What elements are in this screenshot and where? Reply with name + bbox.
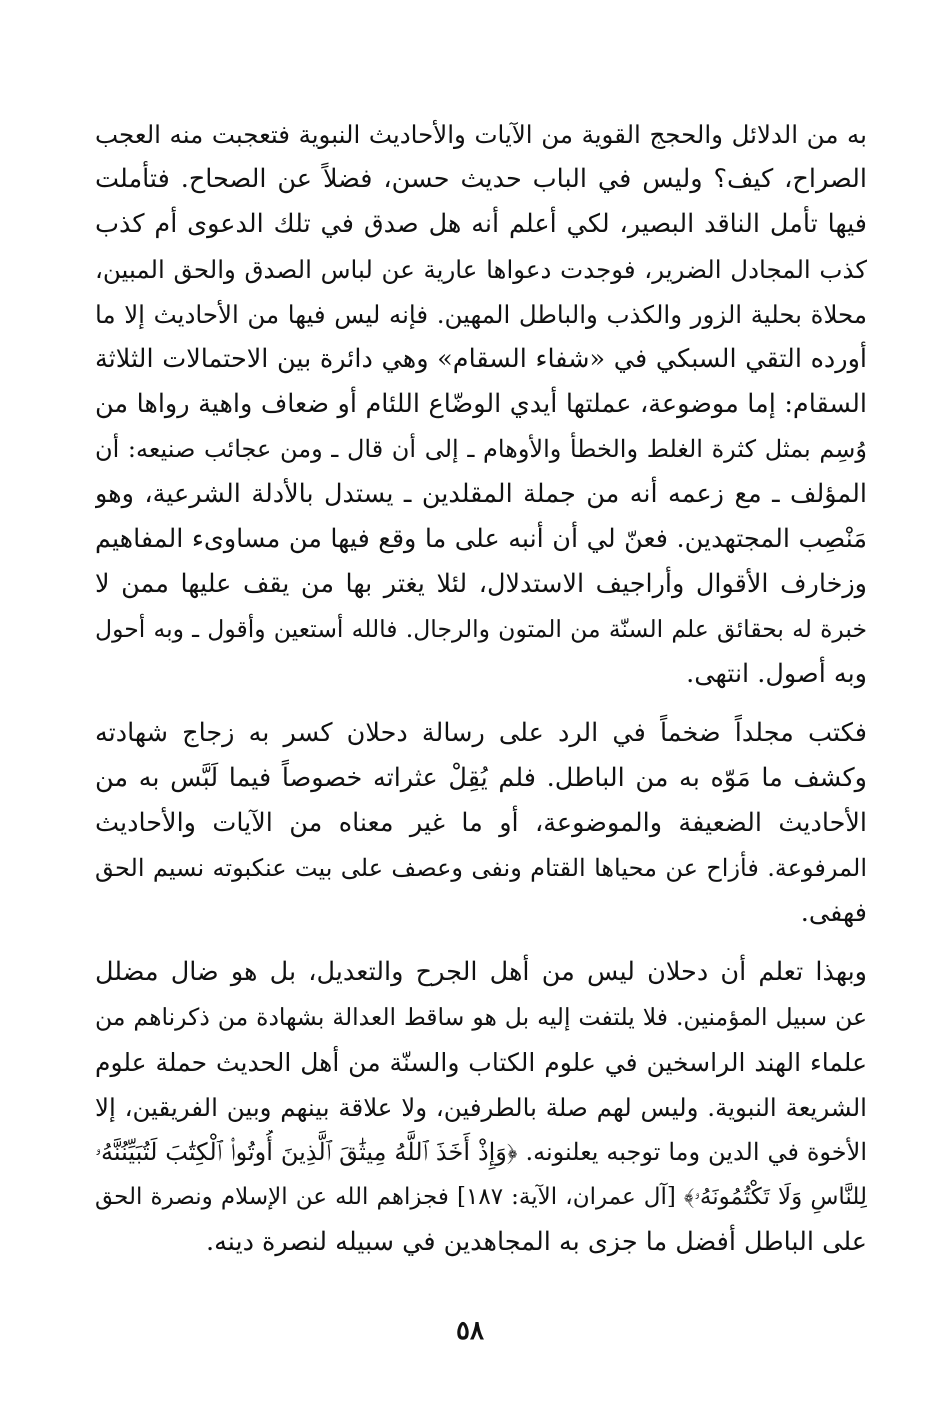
text-line: وبه أصول. انتهى. [686, 659, 867, 689]
paragraph-gap [95, 936, 867, 950]
text-line: السقام: إما موضوعة، عملتها أيدي الوضّاع اللئام أو ضعاف واهية رواها من [95, 389, 867, 419]
text-line: محلاة بحلية الزور والكذب والباطل المهين. فإنه ليس فيها من الأحاديث إلا ما [95, 300, 867, 329]
text-line: وكشف ما مَوّه به من الباطل. فلم يُقِلْ عثراته خصوصاً فيما لَبَّس به من [95, 763, 867, 793]
text-line: فكتب مجلداً ضخماً في الرد على رسالة دحلان كسر به زجاج شهادته [95, 718, 867, 748]
page-body [95, 112, 867, 1265]
paragraph-gap [95, 697, 867, 711]
quran-verse-line: الأخوة في الدين وما توجبه يعلنونه. ﴿وَإِذْ أَخَذَ ٱللَّهُ مِيثَٰقَ ٱلَّذِينَ أُوتُوا۟ ٱلْكِتَٰبَ لَتُبَيِّنُنَّهُۥ [95, 1138, 867, 1166]
text-line: به من الدلائل والحجج القوية من الآيات والأحاديث النبوية فتعجبت منه العجب [95, 120, 867, 149]
text-line: كذب المجادل الضرير، فوجدت دعواها عارية عن لباس الصدق والحق المبين، [95, 255, 867, 284]
page-number: ٥٨ [456, 1316, 484, 1346]
quran-verse-line: لِلنَّاسِ وَلَا تَكْتُمُونَهُۥ﴾ [آل عمران، الآية: ١٨٧] فجزاهم الله عن الإسلام ونصرة الحق [95, 1184, 867, 1210]
text-line: فهفى. [800, 898, 867, 928]
paragraph-1 [95, 112, 867, 697]
text-line: عن سبيل المؤمنين. فلا يلتفت إليه بل هو ساقط العدالة بشهادة من ذكرناهم من [95, 1003, 867, 1031]
text-line: أورده التقي السبكي في «شفاء السقام» وهي دائرة بين الاحتمالات الثلاثة [95, 344, 867, 374]
text-line: وبهذا تعلم أن دحلان ليس من أهل الجرح والتعديل، بل هو ضال مضلل [95, 957, 867, 987]
text-line: المؤلف ـ مع زعمه أنه من جملة المقلدين ـ يستدل بالأدلة الشرعية، وهو [95, 479, 867, 509]
text-line: المرفوعة. فأزاح عن محياها القتام ونفى وعصف على بيت عنكبوته نسيم الحق [95, 854, 867, 882]
text-line: الشريعة النبوية. وليس لهم صلة بالطرفين، ولا علاقة بينهم وبين الفريقين، إلا [95, 1093, 867, 1122]
text-line: علماء الهند الراسخين في علوم الكتاب والسنّة من أهل الحديث حملة علوم [95, 1048, 867, 1077]
paragraph-3 [95, 950, 867, 1265]
text-line: الأحاديث الضعيفة والموضوعة، أو ما غير معناه من الآيات والأحاديث [95, 808, 867, 838]
text-line: فيها تأمل الناقد البصير، لكي أعلم أنه هل صدق في تلك الدعوى أم كذب [95, 209, 867, 239]
text-line: وُسِم بمثل كثرة الغلط والخطأ والأوهام ـ إلى أن قال ـ ومن عجائب صنيعه: أن [95, 435, 867, 463]
text-line: الصراح، كيف؟ وليس في الباب حديث حسن، فضلاً عن الصحاح. فتأملت [95, 164, 867, 194]
text-line: خبرة له بحقائق علم السنّة من المتون والرجال. فالله أستعين وأقول ـ وبه أحول [95, 615, 867, 643]
text-line: وزخارف الأقوال وأراجيف الاستدلال، لئلا يغتر بها من يقف عليها ممن لا [95, 569, 867, 599]
text-line: مَنْصِب المجتهدين. فعنّ لي أن أنبه على ما وقع فيها من مساوىء المفاهيم [95, 524, 867, 554]
paragraph-2 [95, 711, 867, 936]
text-line: على الباطل أفضل ما جزى به المجاهدين في سبيله لنصرة دينه. [206, 1227, 867, 1257]
